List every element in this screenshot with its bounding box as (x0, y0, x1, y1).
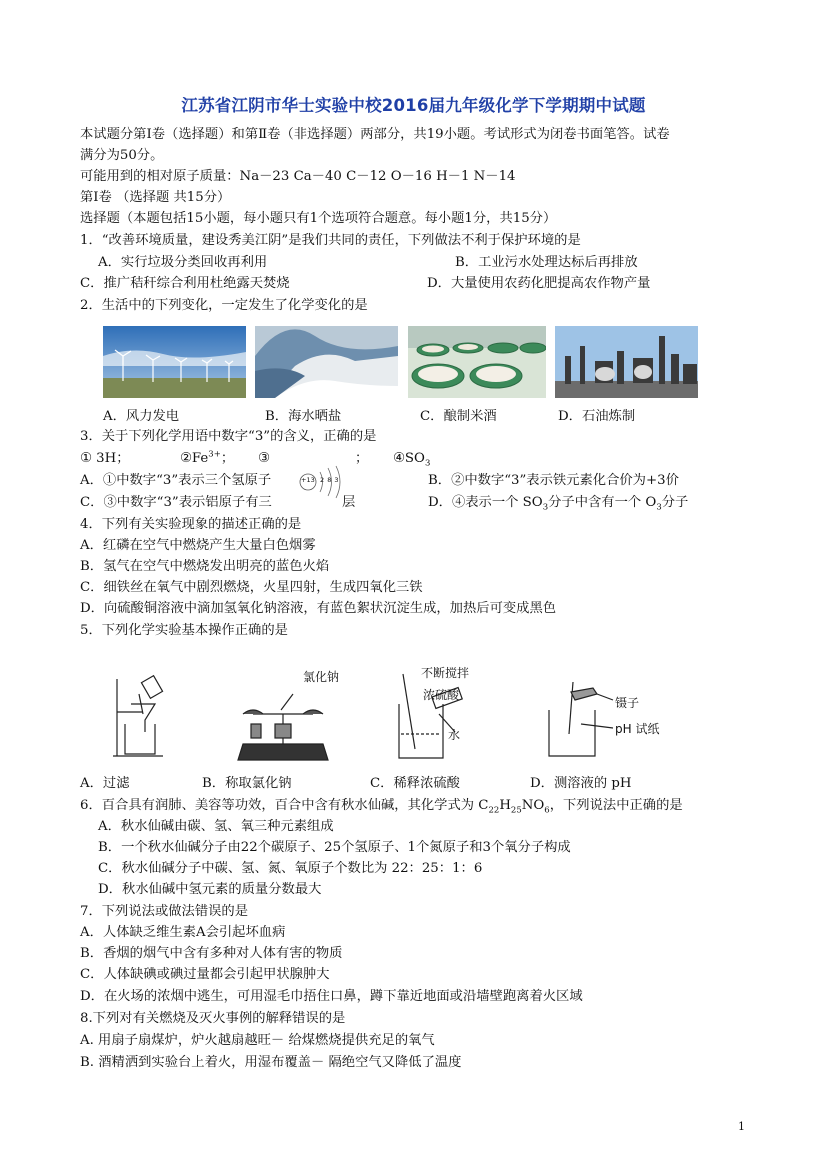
q1-option-d: D．大量使用农药化肥提高农作物产量 (427, 276, 651, 291)
q4-stem: 4．下列有关实验现象的描述正确的是 (80, 517, 302, 532)
q4-option-a: A．红磷在空气中燃烧产生大量白色烟雾 (80, 538, 316, 553)
q4-option-d: D．向硫酸铜溶液中滴加氢氧化钠溶液，有蓝色絮状沉淀生成，加热后可变成黑色 (80, 601, 557, 616)
q7-option-b: B．香烟的烟气中含有多种对人体有害的物质 (80, 946, 343, 961)
q1-option-b: B．工业污水处理达标后再排放 (455, 255, 638, 270)
nacl-label: 氯化钠 (303, 670, 340, 684)
q5-option-b: B．称取氯化钠 (202, 776, 292, 791)
q7-option-c: C．人体缺碘或碘过量都会引起甲状腺肿大 (80, 967, 330, 982)
acid-label: 浓硫酸 (423, 688, 460, 702)
sea-salt-photo (255, 326, 398, 398)
atom-nucleus-label: +13 (301, 476, 315, 484)
wind-power-photo (103, 326, 246, 398)
q3-option-c-part1: C．③中数字“3”表示铝原子有三 (80, 495, 272, 510)
q6-option-d: D．秋水仙碱中氢元素的质量分数最大 (98, 882, 322, 897)
exam-title: 江苏省江阴市华士实验中校2016届九年级化学下学期期中试题 (181, 96, 646, 115)
ph-paper-label: pH 试纸 (615, 722, 660, 736)
q1-option-a: A．实行垃圾分类回收再利用 (98, 255, 268, 270)
q5-option-a: A．过滤 (80, 776, 130, 791)
atom-shells-label: 2 8 3 (320, 476, 340, 484)
q6-option-a: A．秋水仙碱由碳、氢、氧三种元素组成 (98, 819, 334, 834)
atomic-mass-line: 可能用到的相对原子质量：Na－23 Ca－40 C－12 O－16 H－1 N－14 (80, 169, 516, 184)
q5-stem: 5．下列化学实验基本操作正确的是 (80, 623, 288, 638)
q3-option-a: A．①中数字“3”表示三个氢原子 (80, 473, 272, 488)
q7-stem: 7．下列说法或做法错误的是 (80, 904, 249, 919)
q4-option-c: C．细铁丝在氧气中剧烈燃烧，火星四射，生成四氧化三铁 (80, 580, 423, 595)
q1-stem: 1．“改善环境质量，建设秀美江阴”是我们共同的责任，下列做法不利于保护环境的是 (80, 233, 581, 248)
q8-stem: 8.下列对有关燃烧及灭火事例的解释错误的是 (80, 1011, 346, 1026)
q2-option-d: D．石油炼制 (558, 409, 636, 424)
q8-option-a: A. 用扇子扇煤炉，炉火越扇越旺－ 给煤燃烧提供充足的氧气 (80, 1033, 435, 1048)
q3-option-c-part2: 层 (342, 495, 356, 510)
q7-option-d: D．在火场的浓烟中逃生，可用湿毛巾捂住口鼻，蹲下靠近地面或沿墙壁跑离着火区域 (80, 989, 583, 1004)
q3-stem: 3．关于下列化学用语中数字“3”的含义，正确的是 (80, 429, 377, 444)
q3-option-d: D．④表示一个 $SO_3$分子中含有一个 $O_3$分子 (428, 495, 689, 513)
q1-option-c: C．推广秸秆综合利用杜绝露天焚烧 (80, 276, 290, 291)
q4-option-b: B．氢气在空气中燃烧发出明亮的蓝色火焰 (80, 559, 330, 574)
oil-refinery-photo (555, 326, 698, 398)
intro-line-2: 满分为50分。 (80, 148, 164, 163)
q6-stem: 6．百合具有润肺、美容等功效，百合中含有秋水仙碱，其化学式为 $C_{22}H_{25}NO_6$，下列说法中正确的是 (80, 798, 683, 816)
water-label: 水 (448, 728, 461, 742)
section-heading: 第Ⅰ卷 （选择题 共15分） (80, 190, 231, 205)
q2-option-a: A．风力发电 (103, 409, 180, 424)
q3-item-4: $④SO_3$ (393, 451, 431, 469)
q8-option-b: B. 酒精洒到实验台上着火，用湿布覆盖－ 隔绝空气又降低了温度 (80, 1055, 462, 1070)
q2-option-b: B．海水晒盐 (265, 409, 342, 424)
tweezers-label: 镊子 (615, 696, 640, 710)
stir-label: 不断搅拌 (421, 666, 470, 680)
instructions-line: 选择题（本题包括15小题，每小题只有1个选项符合题意。每小题1分，共15分） (80, 211, 557, 226)
q3-item-2: $②Fe^{3+}$； (180, 449, 235, 466)
rice-wine-photo (408, 326, 546, 398)
q3-option-b: B．②中数字“3”表示铁元素化合价为+3价 (428, 473, 679, 488)
q7-option-a: A．人体缺乏维生素A会引起坏血病 (80, 925, 286, 940)
q5-option-d: D．测溶液的 pH (530, 776, 632, 791)
q2-option-c: C．酿制米酒 (420, 409, 497, 424)
q3-item-3: ③ (258, 451, 270, 466)
page-number: 1 (738, 1120, 745, 1133)
q3-item-1: ① 3H； (80, 451, 130, 466)
q5-option-c: C．稀释浓硫酸 (370, 776, 460, 791)
q6-option-b: B．一个秋水仙碱分子由22个碳原子、25个氢原子、1个氮原子和3个氧分子构成 (98, 840, 571, 855)
q3-item-3-end: ； (355, 451, 369, 466)
intro-line-1: 本试题分第Ⅰ卷（选择题）和第Ⅱ卷（非选择题）两部分，共19小题。考试形式为闭卷书面笔答。试卷 (80, 127, 670, 142)
lab-operations-figure (103, 664, 673, 772)
q2-stem: 2．生活中的下列变化，一定发生了化学变化的是 (80, 298, 368, 313)
q6-option-c: C．秋水仙碱分子中碳、氢、氮、氧原子个数比为 22：25：1：6 (98, 861, 483, 876)
